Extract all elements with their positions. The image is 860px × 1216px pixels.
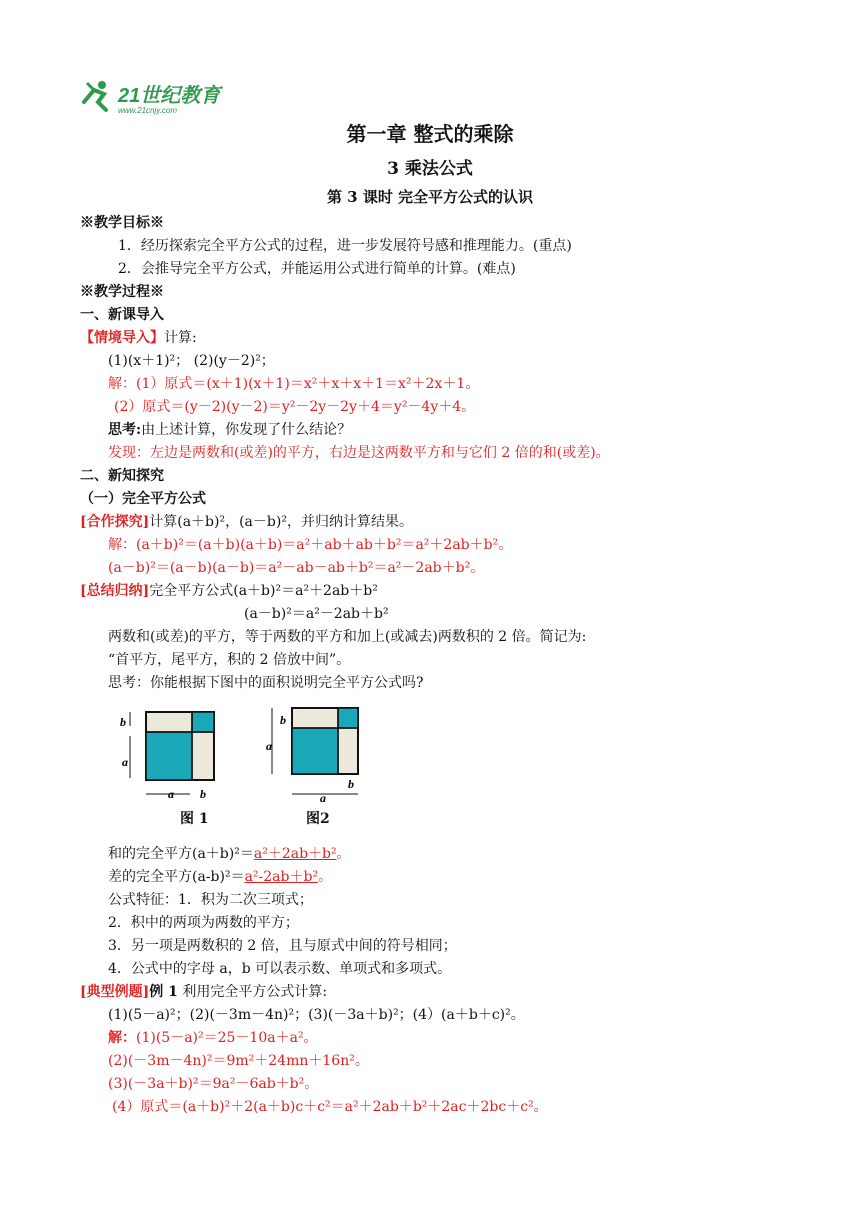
site-logo [80, 80, 230, 116]
example-solution: (4）原式＝(a＋b)²＋2(a＋b)c＋c²＝a²＋2ab＋b²＋2ac＋2bc＋c²。 [112, 1099, 548, 1115]
example-line [80, 982, 327, 1002]
example-question: (1)(5－a)²；(2)(－3m－4n)²；(3)(－3a＋b)²；(4）(a＋b＋c)²。 [108, 1007, 525, 1023]
solution-line: (a－b)²＝(a－b)(a－b)＝a²－ab－ab＋b²＝a²－2ab＋b²。 [108, 560, 485, 576]
sum-square-label: 和的完全平方(a＋b)²＝ [108, 846, 254, 862]
example-solution: (1)(5－a)²＝25－10a＋a²。 [136, 1030, 318, 1046]
svg-text:b: b [120, 715, 126, 729]
think-text: 由上述计算，你发现了什么结论？ [141, 422, 352, 438]
svg-text:a: a [168, 787, 174, 801]
coop-line [80, 512, 413, 532]
solution-line: 解：(a＋b)²＝(a＋b)(a＋b)＝a²＋ab＋ab＋b²＝a²＋2ab＋b²。 [108, 537, 513, 553]
example-text: 利用完全平方公式计算: [182, 984, 328, 1000]
summary-tag: [总结归纳] [80, 583, 150, 599]
svg-text:b: b [200, 787, 206, 801]
diff-square-line: 差的完全平方(a-b)²＝a²-2ab＋b²。 [108, 869, 333, 885]
process-heading: ※教学过程※ [80, 284, 164, 300]
goals-heading: ※教学目标※ [80, 215, 164, 231]
coop-tag: [合作探究] [80, 514, 150, 530]
scene-intro [80, 328, 197, 348]
subsection-heading: （一）完全平方公式 [80, 491, 206, 507]
goal-item: 1．经历探索完全平方公式的过程，进一步发展符号感和推理能力。(重点) [118, 238, 572, 254]
solution-line: (2）原式＝(y－2)(y－2)＝y²－2y－2y＋4＝y²－4y＋4。 [114, 399, 476, 415]
feature-line: 4．公式中的字母 a，b 可以表示数、单项式和多项式。 [108, 961, 452, 977]
svg-text:a: a [320, 791, 326, 805]
think-line [108, 420, 351, 440]
sum-square-answer: a²＋2ab＋b² [253, 846, 337, 862]
svg-text:b: b [280, 713, 286, 727]
runner-logo-icon [80, 80, 230, 116]
part2-heading: 二、新知探究 [80, 468, 164, 484]
svg-text:a: a [266, 739, 272, 753]
mnemonic-text: “首平方，尾平方，积的 2 倍放中间”。 [108, 652, 351, 668]
example-solution: (3)(－3a＋b)²＝9a²－6ab＋b²。 [108, 1076, 319, 1092]
discovery-line: 发现：左边是两数和(或差)的平方，右边是这两数平方和与它们 2 倍的和(或差)。 [108, 445, 610, 461]
svg-text:b: b [348, 777, 354, 791]
summary-line [80, 581, 378, 601]
lesson-title: 第 3 课时 完全平方公式的认识 [326, 188, 534, 206]
coop-text: 计算(a＋b)²，(a－b)²，并归纳计算结果。 [149, 514, 413, 530]
section-title: 3 乘法公式 [387, 159, 473, 179]
feature-line: 3．另一项是两数积的 2 倍，且与原式中间的符号相同； [108, 938, 457, 954]
think-tag: 思考: [108, 422, 142, 438]
scene-question: (1)(x＋1)²； (2)(y－2)²； [108, 353, 275, 369]
part1-heading: 一、新课导入 [80, 307, 164, 323]
figure-2-caption: 图2 [306, 811, 330, 827]
summary-formula: (a－b)²＝a²－2ab＋b² [244, 606, 389, 622]
example-solution: (2)(－3m－4n)²＝9m²＋24mn＋16n²。 [108, 1053, 369, 1069]
diff-square-label: 差的完全平方(a-b)²＝ [108, 869, 245, 885]
example-solution-tag: 解： [108, 1030, 136, 1046]
chapter-title: 第一章 整式的乘除 [346, 122, 514, 146]
rule-text: 两数和(或差)的平方，等于两数的平方和加上(或减去)两数积的 2 倍。简记为: [108, 629, 587, 645]
solution-line: 解：(1）原式＝(x＋1)(x＋1)＝x²＋x＋x＋1＝x²＋2x＋1。 [108, 376, 480, 392]
summary-text: 完全平方公式(a＋b)²＝a²＋2ab＋b² [149, 583, 378, 599]
figure-1-caption: 图 1 [180, 811, 209, 827]
figure-1-diagram [112, 706, 224, 802]
example-tag: [典型例题] [80, 984, 150, 1000]
feature-line: 2．积中的两项为两数的平方； [108, 915, 299, 931]
svg-text:21世纪教育: 21世纪教育 [118, 85, 221, 107]
scene-text: 计算: [164, 330, 197, 346]
svg-text:www.21cnjy.com: www.21cnjy.com [118, 106, 177, 115]
diff-square-answer: a²-2ab＋b² [244, 869, 319, 885]
feature-line: 公式特征：1．积为二次三项式； [108, 892, 313, 908]
svg-text:a: a [122, 755, 128, 769]
scene-tag: 【情境导入】 [80, 330, 164, 346]
sum-square-line: 和的完全平方(a＋b)²＝a²＋2ab＋b²。 [108, 846, 351, 862]
example-label: 例 1 [149, 984, 178, 1000]
think2-text: 思考：你能根据下图中的面积说明完全平方公式吗? [108, 675, 424, 691]
example-solution-line [108, 1028, 318, 1048]
goal-item: 2．会推导完全平方公式，并能运用公式进行简单的计算。(难点) [118, 261, 516, 277]
figure-2-diagram [262, 702, 366, 806]
